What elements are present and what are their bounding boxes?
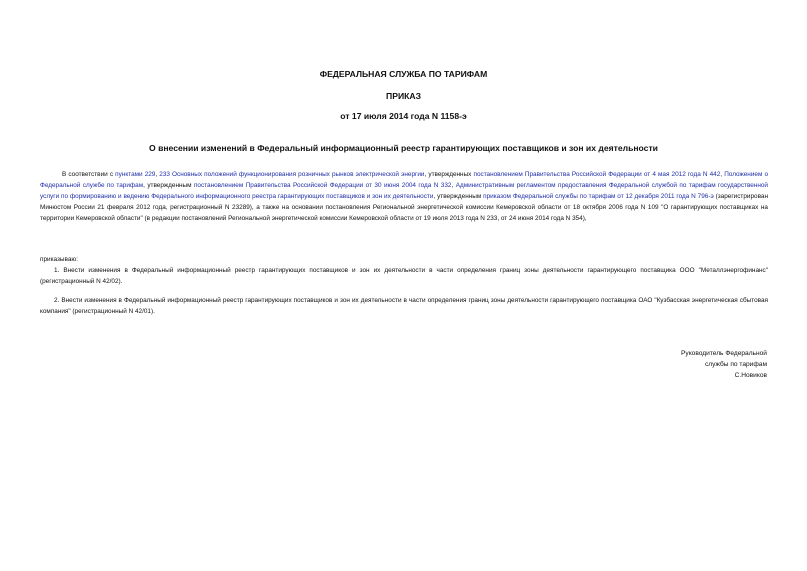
link-admin-reglament[interactable]: Административным регламентом предоставления Федеральной службой по тарифам государственной услуги по формированию и ведению Федерального информационного реестра гарантирующих поставщиков и зон их деятельности xyxy=(40,181,768,200)
link-item-229[interactable]: пунктами 229 xyxy=(115,171,156,178)
order-item-1: 1. Внести изменения в Федеральный информационный реестр гарантирующих поставщиков и зон их деятельности в части определения границ зоны деятельности гарантирующего поставщика ООО "Металлэнергофинанс" (регистрационный N 42/02). xyxy=(40,267,768,285)
preamble-text: , утвержденных xyxy=(424,171,474,178)
date-number-heading: от 17 июля 2014 года N 1158-э xyxy=(340,111,467,121)
preamble-text: , утвержденным xyxy=(433,192,484,200)
preamble-text: , xyxy=(451,181,456,189)
signature-position-line: службы по тарифам xyxy=(704,361,767,368)
preamble-text: В соответствии с xyxy=(62,171,116,178)
signature-block xyxy=(681,348,767,381)
link-resolution-332[interactable]: постановлением Правительства Российской Федерации от 30 июня 2004 года N 332 xyxy=(193,181,452,189)
preamble-text: , утвержденным xyxy=(143,181,194,189)
link-resolution-442[interactable]: постановлением Правительства Российской Федерации от 4 мая 2012 года N 442 xyxy=(473,171,721,178)
decree-word: приказываю: xyxy=(40,256,78,263)
document-title: О внесении изменений в Федеральный информационный реестр гарантирующих поставщиков и зон их деятельности xyxy=(149,143,658,153)
doc-type-heading: ПРИКАЗ xyxy=(386,91,421,101)
link-order-796[interactable]: приказом Федеральной службы по тарифам от 12 декабря 2011 года N 796-э xyxy=(483,192,714,200)
agency-heading: ФЕДЕРАЛЬНАЯ СЛУЖБА ПО ТАРИФАМ xyxy=(319,69,488,79)
link-regulation-fst[interactable]: Положением о Федеральной службе по тарифам xyxy=(40,171,769,189)
preamble-text: , xyxy=(720,171,725,178)
preamble-text: (зарегистрирован Минюстом России 21 февраля 2012 года, регистрационный N 23289), а также на основании постановления Региональной энергетической комиссии Кемеровской области от 18 октября 2006 года N 109 "О гарантирующих поставщиках на территории Кемеровской области" (в редакции постановлений Региональной энергетической комиссии Кемеровской области от 19 июля 2013 года N 233, от 24 июня 2014 года N 354), xyxy=(40,192,768,222)
link-basic-provisions[interactable]: 233 Основных положений функционирования розничных рынков электрической энергии xyxy=(159,171,425,178)
order-item-2: 2. Внести изменения в Федеральный информационный реестр гарантирующих поставщиков и зон их деятельности в части определения границ зоны деятельности гарантирующего поставщика ОАО "Кузбасская энергетическая сбытовая компания" (регистрационный N 42/01). xyxy=(40,297,768,315)
signatory-name: С.Новиков xyxy=(734,372,767,379)
preamble-text: , xyxy=(155,171,160,178)
signature-position-line: Руководитель Федеральной xyxy=(681,350,767,357)
preamble-paragraph xyxy=(40,170,768,225)
